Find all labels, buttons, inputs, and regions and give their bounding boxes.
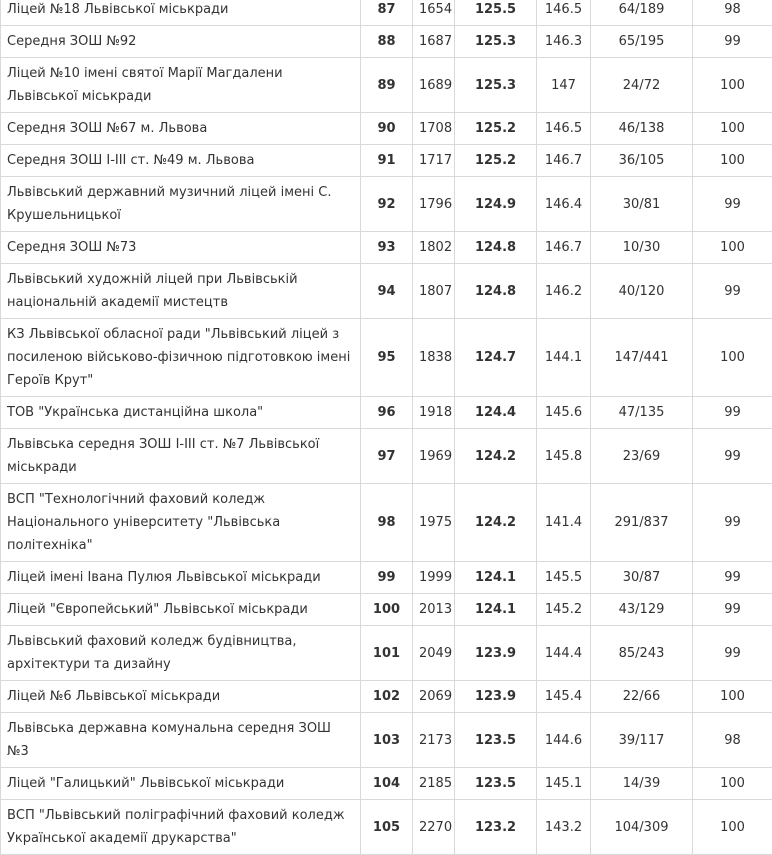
percentage: 100 <box>693 319 772 397</box>
rank: 88 <box>361 26 413 58</box>
tests-ratio: 147/441 <box>591 319 693 397</box>
school-name: Львівський фаховий коледж будівництва, архітектури та дизайну <box>1 626 361 681</box>
table-row <box>1 264 772 319</box>
percentage: 100 <box>693 145 772 177</box>
score: 124.8 <box>455 232 537 264</box>
overall-position: 2185 <box>413 768 455 800</box>
score: 124.8 <box>455 264 537 319</box>
percentage: 100 <box>693 232 772 264</box>
table-row <box>1 768 772 800</box>
table-row <box>1 484 772 562</box>
score: 123.9 <box>455 626 537 681</box>
tests-ratio: 47/135 <box>591 397 693 429</box>
score: 123.5 <box>455 713 537 768</box>
rank: 91 <box>361 145 413 177</box>
school-name: Середня ЗОШ №92 <box>1 26 361 58</box>
table-row <box>1 429 772 484</box>
table-row <box>1 800 772 855</box>
percentage: 99 <box>693 626 772 681</box>
rank: 90 <box>361 113 413 145</box>
score: 125.3 <box>455 26 537 58</box>
school-name: Львівська державна комунальна середня ЗОШ №3 <box>1 713 361 768</box>
school-name: Львівський художній ліцей при Львівській національній академії мистецтв <box>1 264 361 319</box>
average-score: 146.3 <box>537 26 591 58</box>
table-row <box>1 562 772 594</box>
school-name: Львівський державний музичний ліцей імені С. Крушельницької <box>1 177 361 232</box>
overall-position: 2069 <box>413 681 455 713</box>
rank: 102 <box>361 681 413 713</box>
rank: 93 <box>361 232 413 264</box>
tests-ratio: 30/87 <box>591 562 693 594</box>
overall-position: 1796 <box>413 177 455 232</box>
rank: 101 <box>361 626 413 681</box>
school-name: КЗ Львівської обласної ради "Львівський ліцей з посиленою військово-фізичною підготовкою імені Героїв Крут" <box>1 319 361 397</box>
tests-ratio: 64/189 <box>591 0 693 26</box>
percentage: 99 <box>693 594 772 626</box>
table-row <box>1 594 772 626</box>
overall-position: 2270 <box>413 800 455 855</box>
overall-position: 1717 <box>413 145 455 177</box>
score: 125.3 <box>455 58 537 113</box>
percentage: 100 <box>693 768 772 800</box>
school-name: Ліцей №18 Львівської міськради <box>1 0 361 26</box>
percentage: 99 <box>693 429 772 484</box>
average-score: 145.4 <box>537 681 591 713</box>
table-row <box>1 26 772 58</box>
school-name: Ліцей "Галицький" Львівської міськради <box>1 768 361 800</box>
tests-ratio: 36/105 <box>591 145 693 177</box>
average-score: 144.4 <box>537 626 591 681</box>
school-name: Середня ЗОШ І-ІІІ ст. №49 м. Львова <box>1 145 361 177</box>
school-name: ВСП "Львівський поліграфічний фаховий коледж Української академії друкарства" <box>1 800 361 855</box>
tests-ratio: 22/66 <box>591 681 693 713</box>
rank: 105 <box>361 800 413 855</box>
percentage: 99 <box>693 484 772 562</box>
percentage: 99 <box>693 177 772 232</box>
score: 124.1 <box>455 594 537 626</box>
rank: 100 <box>361 594 413 626</box>
score: 125.2 <box>455 145 537 177</box>
overall-position: 2173 <box>413 713 455 768</box>
table-row <box>1 626 772 681</box>
score: 124.2 <box>455 429 537 484</box>
overall-position: 1838 <box>413 319 455 397</box>
school-name: Ліцей №6 Львівської міськради <box>1 681 361 713</box>
table-row <box>1 319 772 397</box>
score: 125.5 <box>455 0 537 26</box>
average-score: 145.6 <box>537 397 591 429</box>
overall-position: 1918 <box>413 397 455 429</box>
overall-position: 2049 <box>413 626 455 681</box>
tests-ratio: 43/129 <box>591 594 693 626</box>
school-name: Ліцей "Європейський" Львівської міськради <box>1 594 361 626</box>
percentage: 100 <box>693 681 772 713</box>
tests-ratio: 65/195 <box>591 26 693 58</box>
average-score: 146.7 <box>537 232 591 264</box>
rank: 89 <box>361 58 413 113</box>
school-name: Ліцей №10 імені святої Марії Магдалени Львівської міськради <box>1 58 361 113</box>
school-name: Ліцей імені Івана Пулюя Львівської міськради <box>1 562 361 594</box>
score: 124.7 <box>455 319 537 397</box>
tests-ratio: 23/69 <box>591 429 693 484</box>
table-row <box>1 232 772 264</box>
average-score: 146.5 <box>537 113 591 145</box>
percentage: 100 <box>693 800 772 855</box>
average-score: 143.2 <box>537 800 591 855</box>
average-score: 144.6 <box>537 713 591 768</box>
rank: 92 <box>361 177 413 232</box>
score: 124.9 <box>455 177 537 232</box>
average-score: 145.5 <box>537 562 591 594</box>
percentage: 98 <box>693 713 772 768</box>
tests-ratio: 24/72 <box>591 58 693 113</box>
average-score: 146.5 <box>537 0 591 26</box>
school-name: Середня ЗОШ №67 м. Львова <box>1 113 361 145</box>
tests-ratio: 85/243 <box>591 626 693 681</box>
rank: 97 <box>361 429 413 484</box>
percentage: 99 <box>693 562 772 594</box>
average-score: 146.7 <box>537 145 591 177</box>
table-row <box>1 177 772 232</box>
percentage: 99 <box>693 397 772 429</box>
rank: 95 <box>361 319 413 397</box>
score: 123.5 <box>455 768 537 800</box>
rank: 104 <box>361 768 413 800</box>
score: 123.2 <box>455 800 537 855</box>
rank: 96 <box>361 397 413 429</box>
average-score: 145.8 <box>537 429 591 484</box>
table-row <box>1 58 772 113</box>
score: 123.9 <box>455 681 537 713</box>
percentage: 98 <box>693 0 772 26</box>
tests-ratio: 104/309 <box>591 800 693 855</box>
rank: 103 <box>361 713 413 768</box>
overall-position: 1975 <box>413 484 455 562</box>
overall-position: 1689 <box>413 58 455 113</box>
overall-position: 1802 <box>413 232 455 264</box>
tests-ratio: 40/120 <box>591 264 693 319</box>
table-row <box>1 113 772 145</box>
rank: 87 <box>361 0 413 26</box>
overall-position: 1999 <box>413 562 455 594</box>
school-name: Львівська середня ЗОШ І-ІІІ ст. №7 Львівської міськради <box>1 429 361 484</box>
average-score: 146.2 <box>537 264 591 319</box>
overall-position: 1687 <box>413 26 455 58</box>
school-name: ТОВ "Українська дистанційна школа" <box>1 397 361 429</box>
overall-position: 2013 <box>413 594 455 626</box>
tests-ratio: 46/138 <box>591 113 693 145</box>
rank: 99 <box>361 562 413 594</box>
overall-position: 1807 <box>413 264 455 319</box>
percentage: 100 <box>693 113 772 145</box>
table-row <box>1 681 772 713</box>
overall-position: 1708 <box>413 113 455 145</box>
percentage: 99 <box>693 26 772 58</box>
table-row <box>1 397 772 429</box>
overall-position: 1654 <box>413 0 455 26</box>
rank: 98 <box>361 484 413 562</box>
average-score: 145.2 <box>537 594 591 626</box>
table-row <box>1 713 772 768</box>
tests-ratio: 291/837 <box>591 484 693 562</box>
average-score: 144.1 <box>537 319 591 397</box>
school-name: ВСП "Технологічний фаховий коледж Національного університету "Львівська політехніка" <box>1 484 361 562</box>
score: 124.1 <box>455 562 537 594</box>
score: 124.4 <box>455 397 537 429</box>
score: 124.2 <box>455 484 537 562</box>
percentage: 100 <box>693 58 772 113</box>
tests-ratio: 10/30 <box>591 232 693 264</box>
average-score: 145.1 <box>537 768 591 800</box>
rank: 94 <box>361 264 413 319</box>
tests-ratio: 39/117 <box>591 713 693 768</box>
overall-position: 1969 <box>413 429 455 484</box>
average-score: 141.4 <box>537 484 591 562</box>
tests-ratio: 30/81 <box>591 177 693 232</box>
table-row <box>1 145 772 177</box>
table-row <box>1 0 772 26</box>
tests-ratio: 14/39 <box>591 768 693 800</box>
average-score: 146.4 <box>537 177 591 232</box>
percentage: 99 <box>693 264 772 319</box>
average-score: 147 <box>537 58 591 113</box>
school-name: Середня ЗОШ №73 <box>1 232 361 264</box>
score: 125.2 <box>455 113 537 145</box>
